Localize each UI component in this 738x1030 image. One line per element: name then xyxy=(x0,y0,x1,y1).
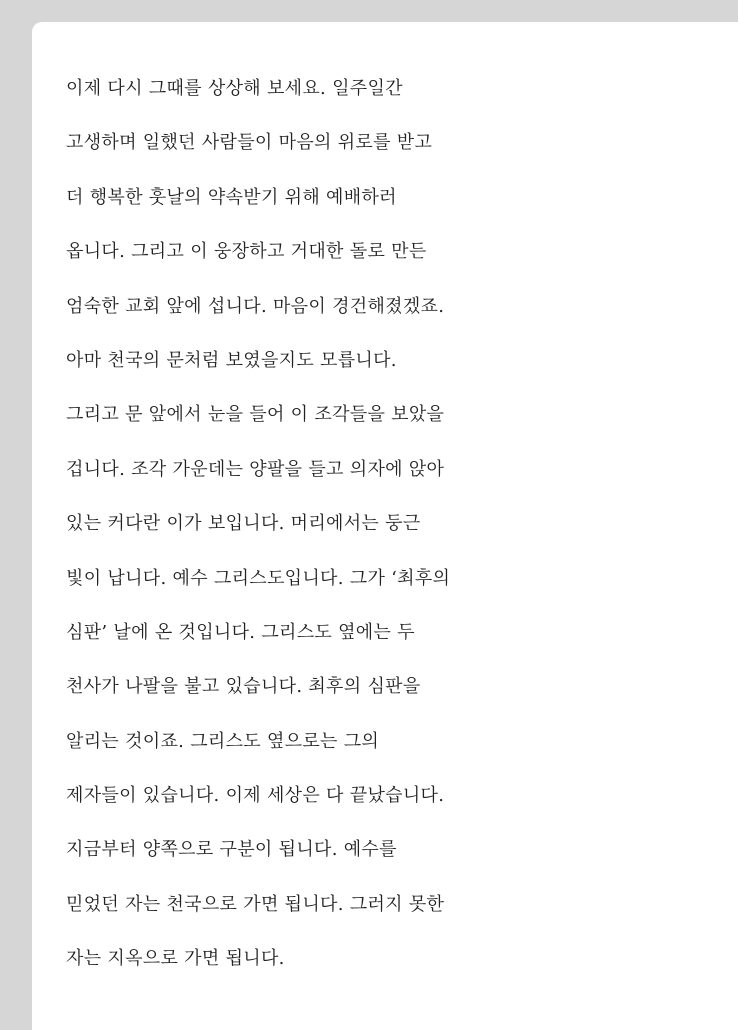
article-line: 이제 다시 그때를 상상해 보세요. 일주일간 xyxy=(66,78,403,99)
article-line: 그리고 문 앞에서 눈을 들어 이 조각들을 보았을 xyxy=(66,404,445,426)
article-line: 제자들이 있습니다. 이제 세상은 다 끝났습니다. xyxy=(66,785,445,807)
article-line: 아마 천국의 문처럼 보였을지도 모릅니다. xyxy=(66,349,397,371)
article-line: 옵니다. 그리고 이 웅장하고 거대한 돌로 만든 xyxy=(66,241,427,263)
article-line: 지금부터 양쪽으로 구분이 됩니다. 예수를 xyxy=(66,839,397,861)
article-line: 있는 커다란 이가 보입니다. 머리에서는 둥근 xyxy=(66,513,421,535)
article-line: 더 행복한 훗날의 약속받기 위해 예배하러 xyxy=(66,186,397,208)
article-line: 심판’ 날에 온 것입니다. 그리스도 옆에는 두 xyxy=(66,621,415,643)
article-line: 믿었던 자는 천국으로 가면 됩니다. 그러지 못한 xyxy=(66,893,445,915)
article-line: 고생하며 일했던 사람들이 마음의 위로를 받고 xyxy=(66,132,433,154)
article-line: 천사가 나팔을 불고 있습니다. 최후의 심판을 xyxy=(66,676,421,698)
top-bar xyxy=(0,0,738,22)
article-line: 자는 지옥으로 가면 됩니다. xyxy=(66,948,285,970)
article-line: 알리는 것이죠. 그리스도 옆으로는 그의 xyxy=(66,730,380,752)
article-line: 빛이 납니다. 예수 그리스도입니다. 그가 ‘최후의 xyxy=(66,567,451,589)
article-line: 엄숙한 교회 앞에 섭니다. 마음이 경건해졌겠죠. xyxy=(66,295,445,317)
article-text xyxy=(32,62,738,987)
article-line: 겁니다. 조각 가운데는 양팔을 들고 의자에 앉아 xyxy=(66,458,445,480)
